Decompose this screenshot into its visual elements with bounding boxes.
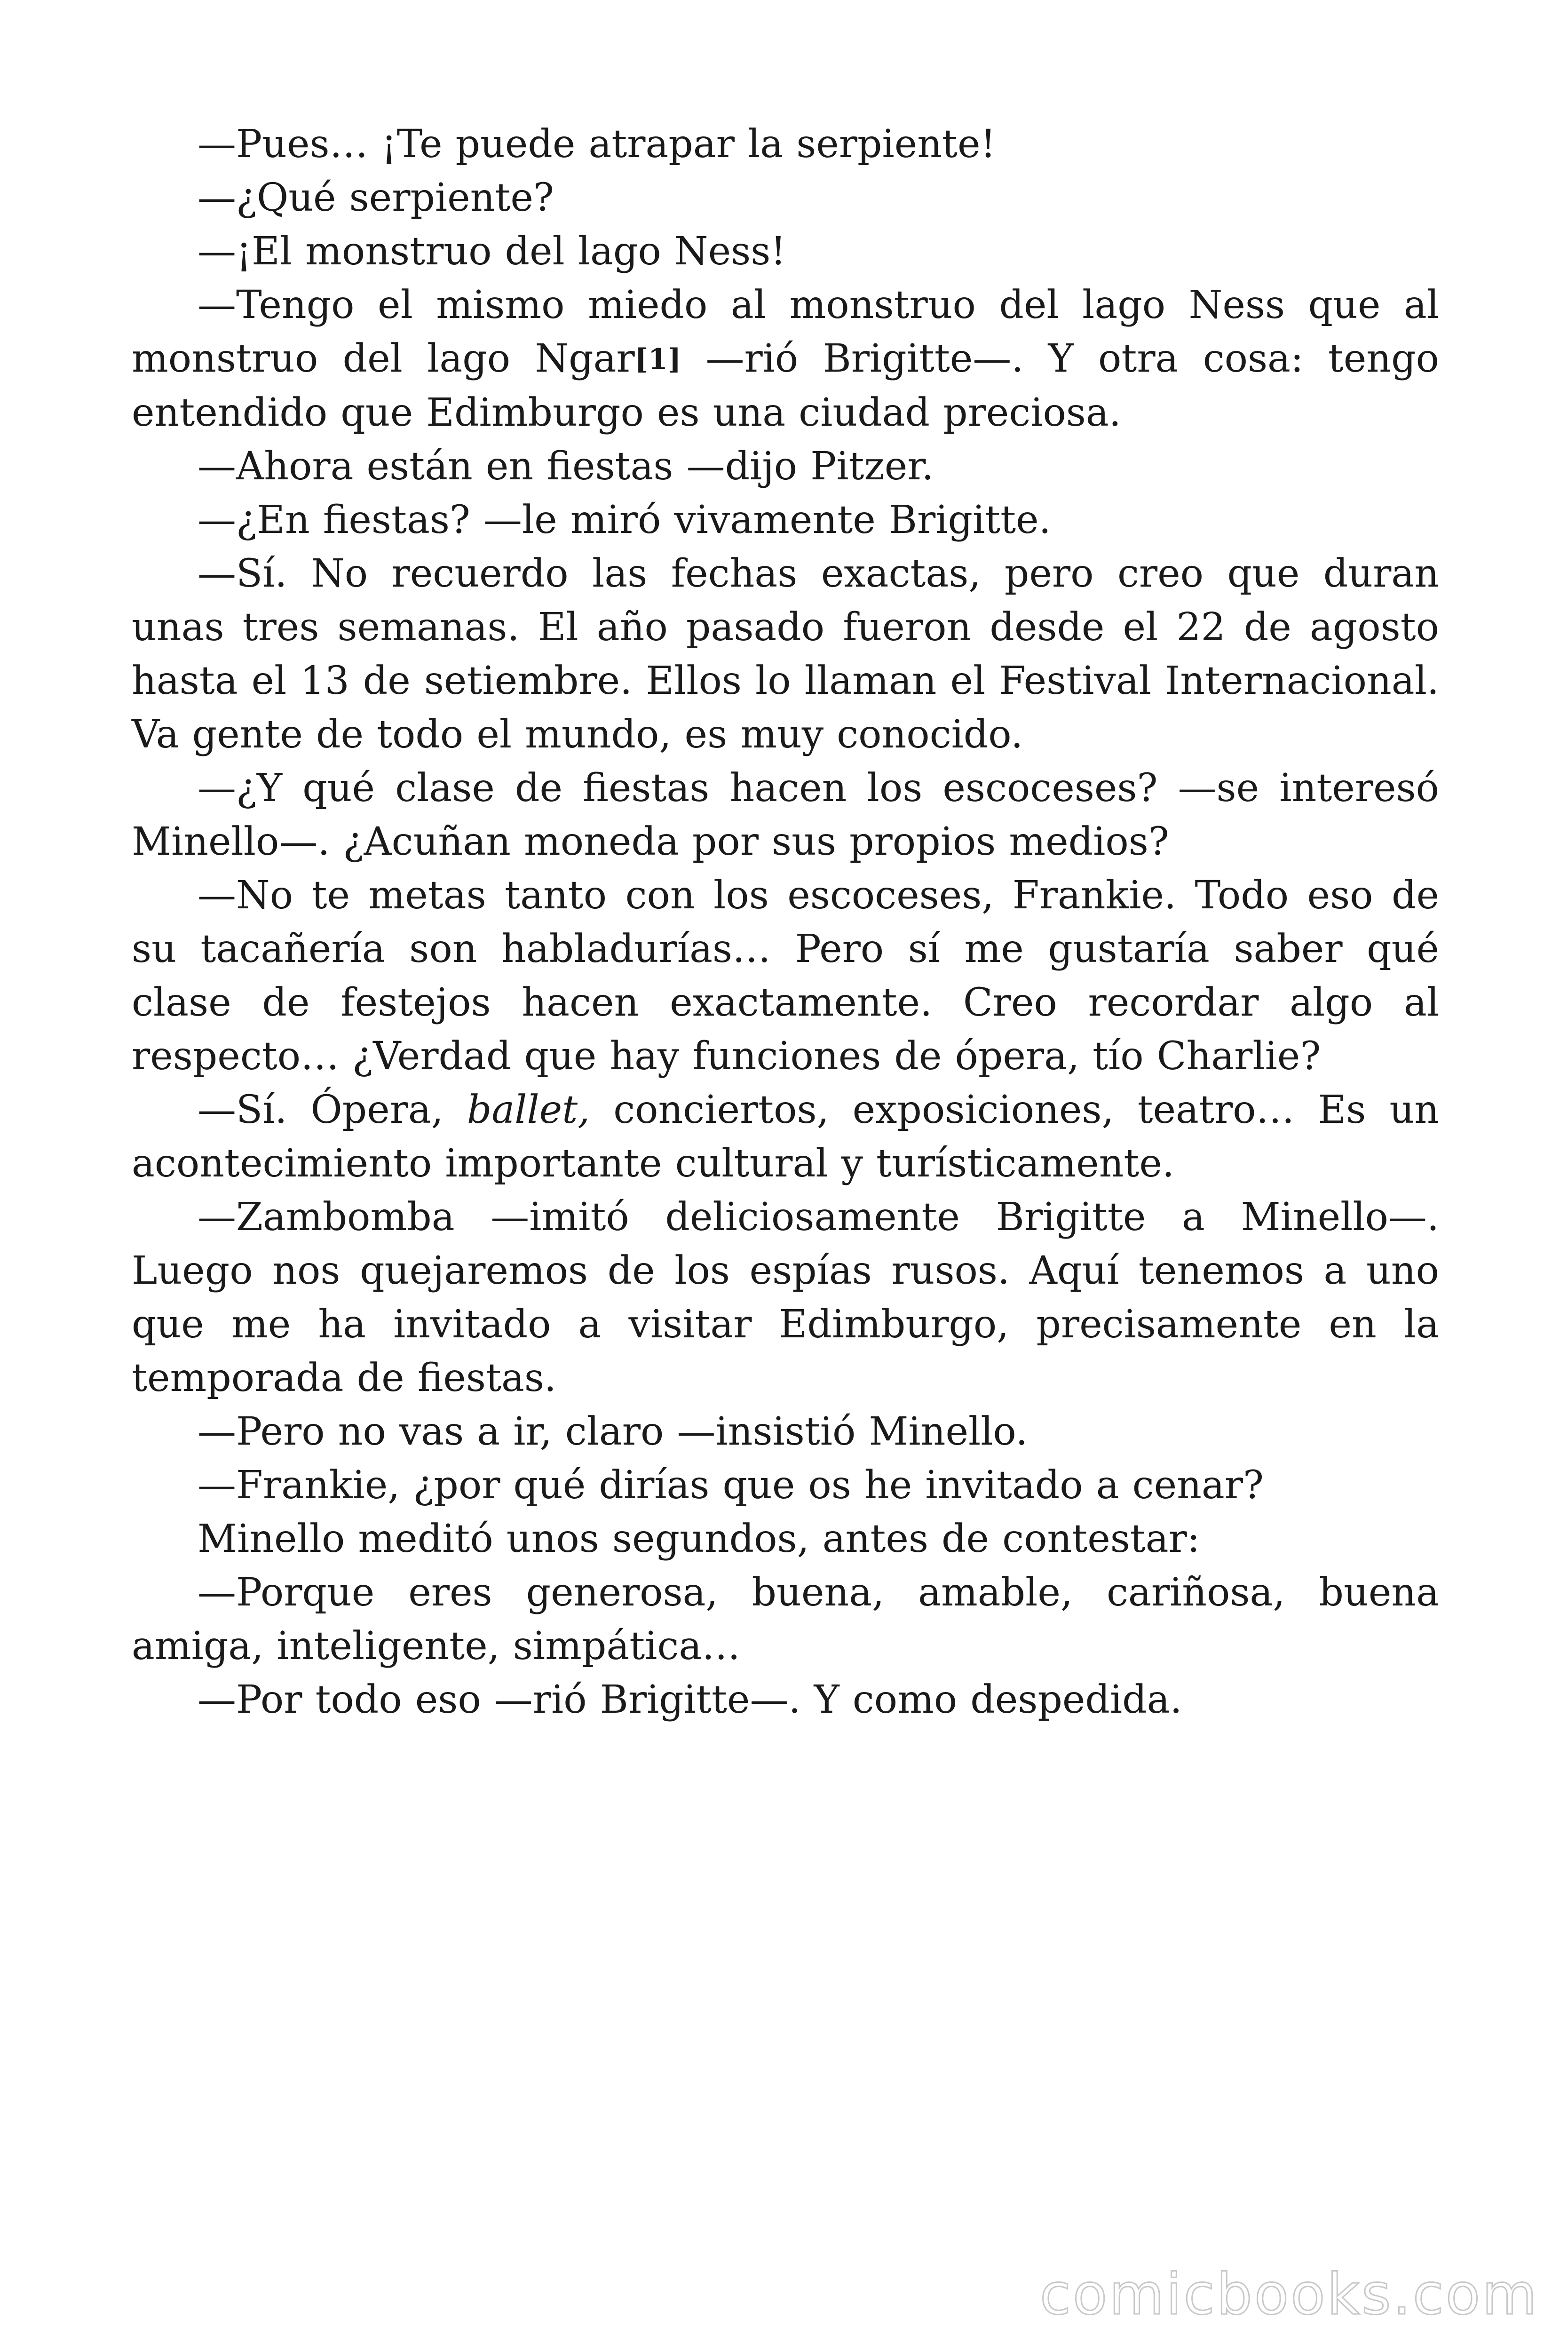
paragraph: —¿Y qué clase de fiestas hacen los escoceses? —se interesó Minello—. ¿Acuñan moneda por sus propios medios? — [132, 766, 1439, 864]
paragraph-text: —rió Brigitte—. Y otra cosa: tengo entendido que Edimburgo es una ciudad preciosa. — [132, 336, 1439, 435]
paragraph: —Por todo eso —rió Brigitte—. Y como despedida. — [198, 1677, 1182, 1722]
paragraph: —Sí. No recuerdo las fechas exactas, pero creo que duran unas tres semanas. El año pasado fueron desde el 22 de agosto hasta el 13 de setiembre. Ellos lo llaman el Festival Internacional. Va gente de todo el mundo, es muy conocido. — [132, 551, 1439, 757]
paragraph: —¿En fiestas? —le miró vivamente Brigitte. — [198, 498, 1051, 542]
paragraph — [132, 1083, 1439, 1191]
paragraph-text: —Sí. Ópera, — [198, 1088, 467, 1132]
book-page-text — [132, 118, 1439, 1727]
watermark: comicbooks.com — [1039, 2262, 1539, 2328]
paragraph: —Pero no vas a ir, claro —insistió Minello. — [198, 1409, 1028, 1454]
paragraph-text: conciertos, exposiciones, teatro… Es un acontecimiento importante cultural y turísticamente. — [132, 1088, 1439, 1186]
paragraph: —¡El monstruo del lago Ness! — [198, 229, 786, 274]
paragraph: —Pues… ¡Te puede atrapar la serpiente! — [198, 122, 996, 167]
paragraph: —Porque eres generosa, buena, amable, cariñosa, buena amiga, inteligente, simpática… — [132, 1570, 1439, 1669]
footnote-link[interactable]: [1] — [634, 343, 681, 376]
paragraph: Minello meditó unos segundos, antes de contestar: — [198, 1517, 1200, 1561]
paragraph — [132, 278, 1439, 440]
italic-term: ballet, — [467, 1088, 590, 1132]
paragraph-text: —Tengo el mismo miedo al monstruo del lago Ness que al monstruo del lago Ngar — [132, 283, 1439, 381]
paragraph: —Zambomba —imitó deliciosamente Brigitte a Minello—. Luego nos quejaremos de los espías rusos. Aquí tenemos a uno que me ha invitado a visitar Edimburgo, precisamente en la temporada de fiestas. — [132, 1195, 1439, 1400]
paragraph: —Ahora están en fiestas —dijo Pitzer. — [198, 444, 934, 489]
paragraph: —¿Qué serpiente? — [198, 175, 554, 220]
paragraph: —No te metas tanto con los escoceses, Frankie. Todo eso de su tacañería son habladurías… Pero sí me gustaría saber qué clase de festejos hacen exactamente. Creo recordar algo al respecto… ¿Verdad que hay funciones de ópera, tío Charlie? — [132, 873, 1439, 1079]
paragraph: —Frankie, ¿por qué dirías que os he invitado a cenar? — [198, 1463, 1264, 1508]
